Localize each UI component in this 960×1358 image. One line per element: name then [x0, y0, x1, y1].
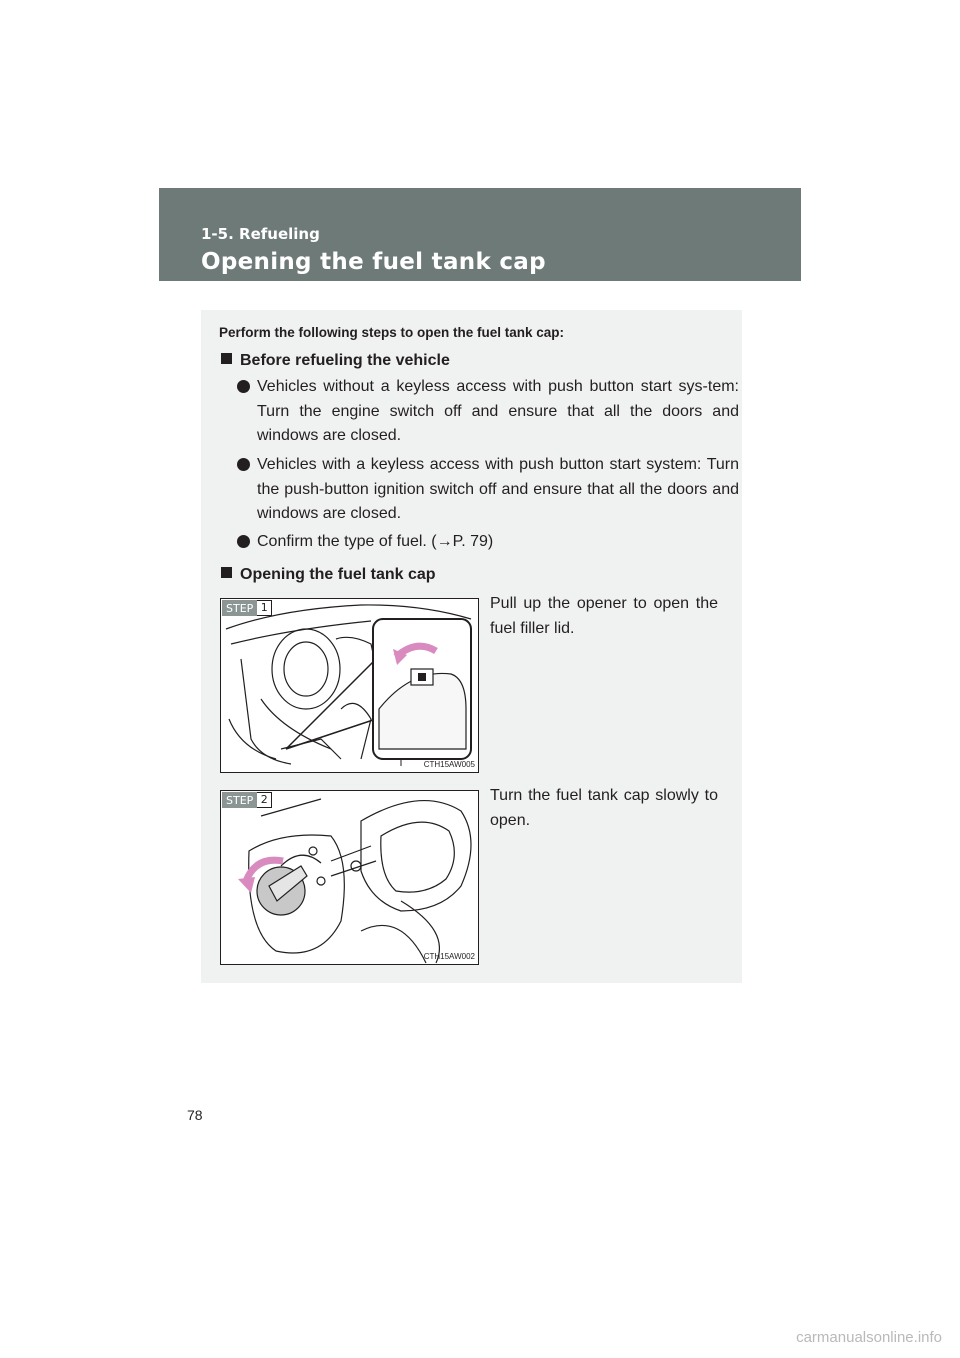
- bullet-item: [237, 530, 739, 555]
- bullet-item: [237, 375, 739, 449]
- step-1-illustration: [220, 598, 479, 773]
- page-title: Opening the fuel tank cap: [201, 249, 546, 275]
- heading-before-refueling: [221, 352, 450, 370]
- heading-text: Opening the fuel tank cap: [240, 566, 436, 583]
- section-label: 1-5. Refueling: [201, 225, 320, 243]
- dashboard-opener-illustration: [221, 599, 478, 772]
- bullet-dot-icon: [237, 380, 250, 393]
- bullet-dot-icon: [237, 535, 250, 548]
- intro-text: Perform the following steps to open the fuel tank cap:: [219, 325, 565, 340]
- figure-code: CTH15AW005: [423, 760, 475, 769]
- square-bullet-icon: [221, 353, 232, 364]
- step-number: 2: [257, 792, 272, 808]
- bullet-item: [237, 453, 739, 527]
- content-panel: [201, 310, 742, 983]
- step-1-text: Pull up the opener to open the fuel filler lid.: [490, 595, 718, 637]
- heading-opening-cap: [221, 566, 436, 584]
- step-2-illustration: [220, 790, 479, 965]
- watermark: carmanualsonline.info: [796, 1329, 942, 1346]
- figure-code: CTH15AW002: [423, 952, 475, 961]
- bullet-dot-icon: [237, 458, 250, 471]
- step-badge: [222, 792, 272, 808]
- step-badge: [222, 600, 272, 616]
- fuel-cap-illustration: [221, 791, 478, 964]
- step-label: STEP: [222, 792, 257, 808]
- step-number: 1: [257, 600, 272, 616]
- square-bullet-icon: [221, 567, 232, 578]
- bullet-text: Vehicles with a keyless access with push button start system: Turn the push-button ignition switch off and ensure that all the doors and windows are closed.: [257, 456, 739, 522]
- bullet-text: Confirm the type of fuel. (→P. 79): [257, 533, 494, 550]
- heading-text: Before refueling the vehicle: [240, 352, 450, 369]
- step-label: STEP: [222, 600, 257, 616]
- step-2-text: Turn the fuel tank cap slowly to open.: [490, 787, 718, 829]
- bullet-text: Vehicles without a keyless access with push button start sys-tem: Turn the engine switch off and ensure that all the doors and windows are closed.: [257, 378, 739, 444]
- chapter-header: [159, 188, 801, 281]
- page-number: 78: [187, 1107, 203, 1123]
